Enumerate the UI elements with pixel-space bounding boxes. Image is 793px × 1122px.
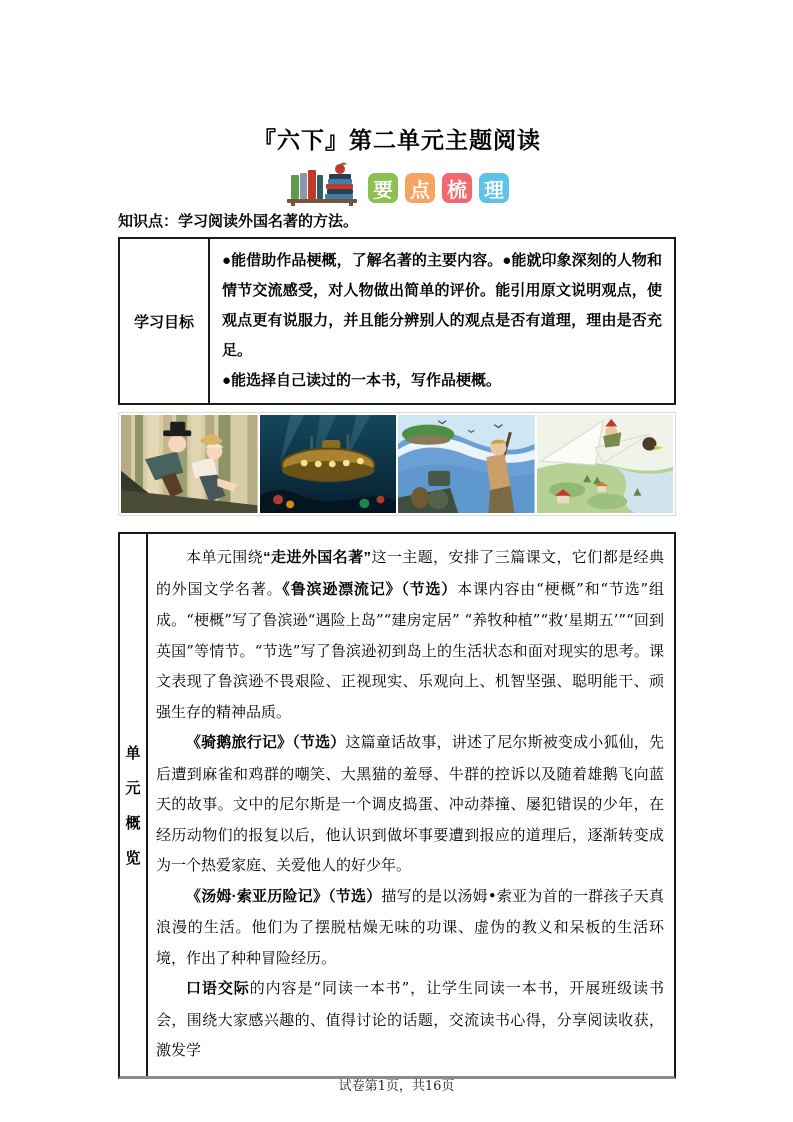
overview-text bbox=[148, 534, 674, 1076]
objective-item: ●能选择自己读过的一本书，写作品梗概。 bbox=[222, 372, 502, 389]
overview-segment: 的内容是“同读一本书”，让学生同读一本书，开展班级读书会，围绕大家感兴趣的、值得讨论的话题，交流读书心得，分享阅读收获，激发学 bbox=[156, 979, 664, 1059]
key-points-banner bbox=[118, 161, 676, 207]
overview-segment: 本单元围绕 bbox=[186, 548, 264, 566]
illustration-strip bbox=[118, 412, 676, 516]
nils-riding-goose-illustration bbox=[537, 415, 674, 513]
badge-char: 点 bbox=[405, 173, 435, 203]
nautilus-submarine-illustration bbox=[260, 415, 397, 513]
overview-bold-segment: “走进外国名著” bbox=[263, 549, 372, 566]
badge-chars bbox=[368, 173, 509, 207]
robinson-crusoe-wave-illustration bbox=[398, 415, 535, 513]
tom-sawyer-fence-illustration bbox=[121, 415, 258, 513]
badge-char: 理 bbox=[479, 173, 509, 203]
overview-segment: 描写的是以汤姆•索亚为首的一群孩子天真浪漫的生活。他们为了摆脱枯燥无味的功课、虚伪的教义和呆板的生活环境，作出了种种冒险经历。 bbox=[156, 886, 664, 967]
knowledge-point-text: 学习阅读外国名著的方法。 bbox=[178, 213, 359, 230]
overview-paragraph bbox=[156, 881, 664, 974]
objectives-text bbox=[210, 239, 674, 403]
unit-overview-table bbox=[118, 532, 676, 1079]
objective-item: ●能借助作品梗概，了解名著的主要内容。●能就印象深刻的人物和情节交流感受，对人物做出简单的评价。能引用原文说明观点，使观点更有说服力，并且能分辨别人的观点是否有道理，理由是否充足。 bbox=[222, 252, 662, 359]
page-content bbox=[118, 0, 676, 1079]
books-stack-icon bbox=[285, 161, 361, 207]
overview-paragraph bbox=[156, 727, 664, 881]
overview-bold-segment: 《汤姆·索亚历险记》（节选） bbox=[186, 887, 382, 905]
badge-char: 要 bbox=[368, 173, 398, 203]
overview-paragraph bbox=[156, 542, 664, 727]
learning-objectives-table bbox=[118, 237, 676, 405]
overview-header-char: 元 bbox=[125, 779, 141, 797]
overview-bold-segment: 《鲁滨逊漂流记》（节选） bbox=[282, 580, 458, 598]
overview-segment: 这篇童话故事，讲述了尼尔斯被变成小狐仙，先后遭到麻雀和鸡群的嘲笑、大黑猫的羞辱、牛群的控诉以及随着雄鹅飞向蓝天的故事。文中的尼尔斯是一个调皮捣蛋、冲动莽撞、屡犯错误的少年，在经历动物们的报复以后，他认识到做坏事要遭到报应的道理后，逐渐转变成为一个热爱家庭、关爱他人的好少年。 bbox=[156, 733, 664, 874]
page-title: 『六下』第二单元主题阅读 bbox=[253, 127, 541, 153]
overview-header-char: 概 bbox=[125, 814, 141, 832]
overview-paragraph bbox=[156, 973, 664, 1066]
page-footer: 试卷第1页，共16页 bbox=[338, 1079, 455, 1094]
overview-segment: 本课内容由“梗概”和“节选”组成。“梗概”写了鲁滨逊“遇险上岛”“建房定居” “养牧种植”“救‘星期五’”“回到英国”等情节。“节选”写了鲁滨逊初到岛上的生活状态和面对现实的思考。课文表现了鲁滨逊不畏艰险、正视现实、乐观向上、机智坚强、聪明能干、顽强生存的精神品质。 bbox=[156, 579, 664, 721]
badge-char: 梳 bbox=[442, 173, 472, 203]
overview-bold-segment: 口语交际 bbox=[186, 980, 250, 997]
overview-header bbox=[120, 534, 148, 1076]
learning-objectives-header: 学习目标 bbox=[120, 239, 210, 403]
knowledge-point-line bbox=[118, 211, 676, 232]
overview-bold-segment: 《骑鹅旅行记》（节选） bbox=[186, 734, 346, 751]
overview-header-char: 览 bbox=[125, 849, 141, 867]
overview-header-char: 单 bbox=[125, 744, 141, 762]
knowledge-point-label: 知识点： bbox=[118, 213, 179, 230]
overview-segment: 这一主题，安排了三篇课文，它们都是经典的外国文学名著。 bbox=[156, 548, 664, 598]
